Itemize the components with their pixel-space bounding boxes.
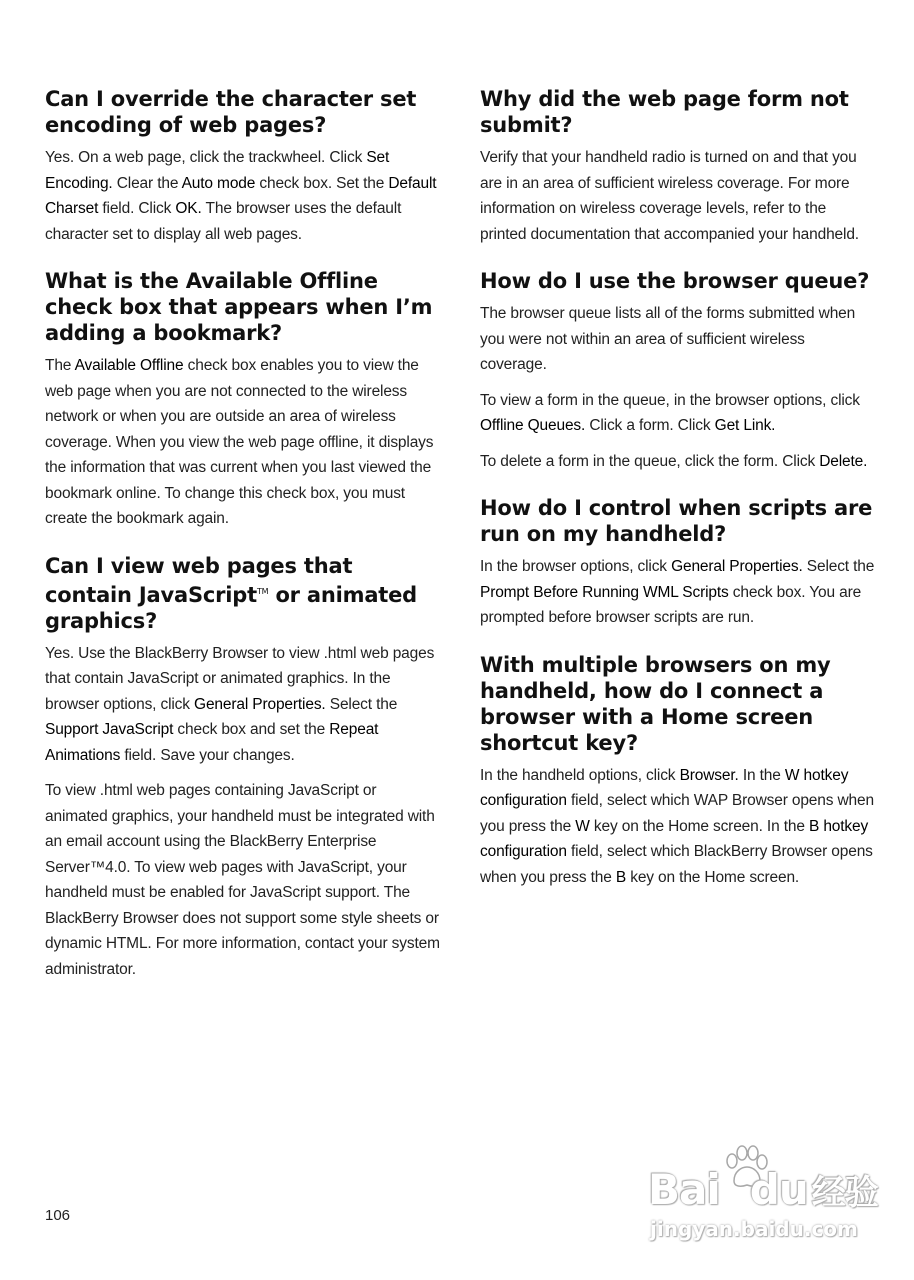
faq-scripts-control: [480, 495, 875, 631]
watermark-brand: Bai du 经验: [648, 1165, 878, 1214]
faq-heading: Can I override the character set encoding of web pages?: [45, 87, 417, 137]
page-number: 106: [45, 1207, 71, 1224]
faq-character-encoding: [45, 86, 440, 247]
menu-ref-general-properties: General Properties.: [194, 695, 326, 713]
option-ref-browser: Browser.: [679, 766, 739, 784]
faq-answer: Yes. On a web page, click the trackwheel. Click Set Encoding. Clear the Auto mode check box. Set the Default Charset field. Click OK. The browser uses the default character set to display all web pages.: [45, 149, 437, 243]
faq-answer-view: To view a form in the queue, in the browser options, click Offline Queues. Click a form. Click Get Link.: [480, 391, 860, 434]
faq-multiple-browsers: [480, 652, 875, 891]
faq-heading: How do I use the browser queue?: [480, 269, 870, 293]
field-ref-repeat-animations: Repeat Animations: [45, 721, 379, 764]
key-ref-w: W: [575, 817, 590, 835]
key-ref-b: B: [615, 868, 627, 886]
faq-heading: With multiple browsers on my handheld, how do I connect a browser with a Home screen shortcut key?: [480, 652, 831, 755]
faq-answer: The Available Offline check box enables you to view the web page when you are not connected to the wireless network or when you are outside an area of wireless coverage. When you view the web page offline, it displays the information that was current when you last viewed the bookmark online. To change this check box, you must create the bookmark again.: [45, 357, 434, 527]
field-ref-w-hotkey: W hotkey configuration: [480, 766, 849, 809]
menu-ref-offline-queues: Offline Queues.: [480, 417, 586, 434]
faq-answer: The browser queue lists all of the forms submitted when you were not within an area of sufficient wireless coverage.: [480, 305, 856, 373]
trademark-mark: TM: [256, 586, 269, 596]
option-ref-auto-mode: Auto mode: [181, 174, 256, 192]
left-column: [45, 86, 440, 1003]
faq-answer: In the handheld options, click Browser. In the W hotkey configuration field, select which WAP Browser opens when you press the W key on the Home screen. In the B hotkey configuration field, select which BlackBerry Browser opens when you press the B key on the Home screen.: [480, 766, 874, 886]
faq-heading: What is the Available Offline check box that appears when I’m adding a bookmark?: [45, 269, 433, 345]
faq-answer: Yes. Use the BlackBerry Browser to view .html web pages that contain JavaScript or animated graphics. In the browser options, click General Properties. Select the Support JavaScript check box and set the Repeat Animations field. Save your changes.: [45, 644, 435, 764]
faq-javascript: [45, 553, 440, 983]
baidu-watermark: [648, 1145, 878, 1255]
menu-ref-set-encoding: Set Encoding.: [45, 149, 390, 192]
button-ref-ok: OK.: [175, 200, 202, 217]
faq-browser-queue: [480, 268, 875, 474]
field-ref-b-hotkey: B hotkey configuration: [480, 817, 869, 860]
menu-ref-get-link: Get Link.: [714, 417, 776, 434]
menu-ref-general-properties: General Properties.: [671, 558, 803, 575]
right-column: [480, 86, 875, 911]
faq-answer-delete: To delete a form in the queue, click the form. Click Delete.: [480, 452, 868, 470]
option-ref-available-offline: Available Offline: [74, 357, 184, 374]
watermark-url: jingyan.baidu.com: [650, 1217, 858, 1241]
faq-heading: Can I view web pages that contain JavaScript™ or animated graphics?: [45, 553, 418, 633]
faq-heading: Why did the web page form not submit?: [480, 87, 849, 137]
faq-heading: How do I control when scripts are run on my handheld?: [480, 496, 873, 546]
faq-answer: In the browser options, click General Properties. Select the Prompt Before Running WML Scripts check box. You are prompted before browser scripts are run.: [480, 558, 875, 626]
option-ref-prompt-wml-scripts: Prompt Before Running WML Scripts: [480, 583, 729, 601]
option-ref-support-javascript: Support JavaScript: [45, 721, 174, 738]
faq-available-offline: [45, 268, 440, 532]
field-ref-default-charset: Default Charset: [45, 174, 437, 217]
faq-answer-continued: To view .html web pages containing JavaScript or animated graphics, your handheld must be integrated with an email account using the BlackBerry Enterprise Server™4.0. To view web pages with JavaScript, your handheld must be enabled for JavaScript support. The BlackBerry Browser does not support some style sheets or dynamic HTML. For more information, contact your system administrator.: [45, 782, 440, 978]
faq-answer: Verify that your handheld radio is turned on and that you are in an area of sufficient wireless coverage. For more information on wireless coverage levels, refer to the printed documentation that accompanied your handheld.: [480, 149, 859, 243]
menu-ref-delete: Delete.: [819, 452, 868, 470]
faq-form-not-submit: [480, 86, 875, 247]
